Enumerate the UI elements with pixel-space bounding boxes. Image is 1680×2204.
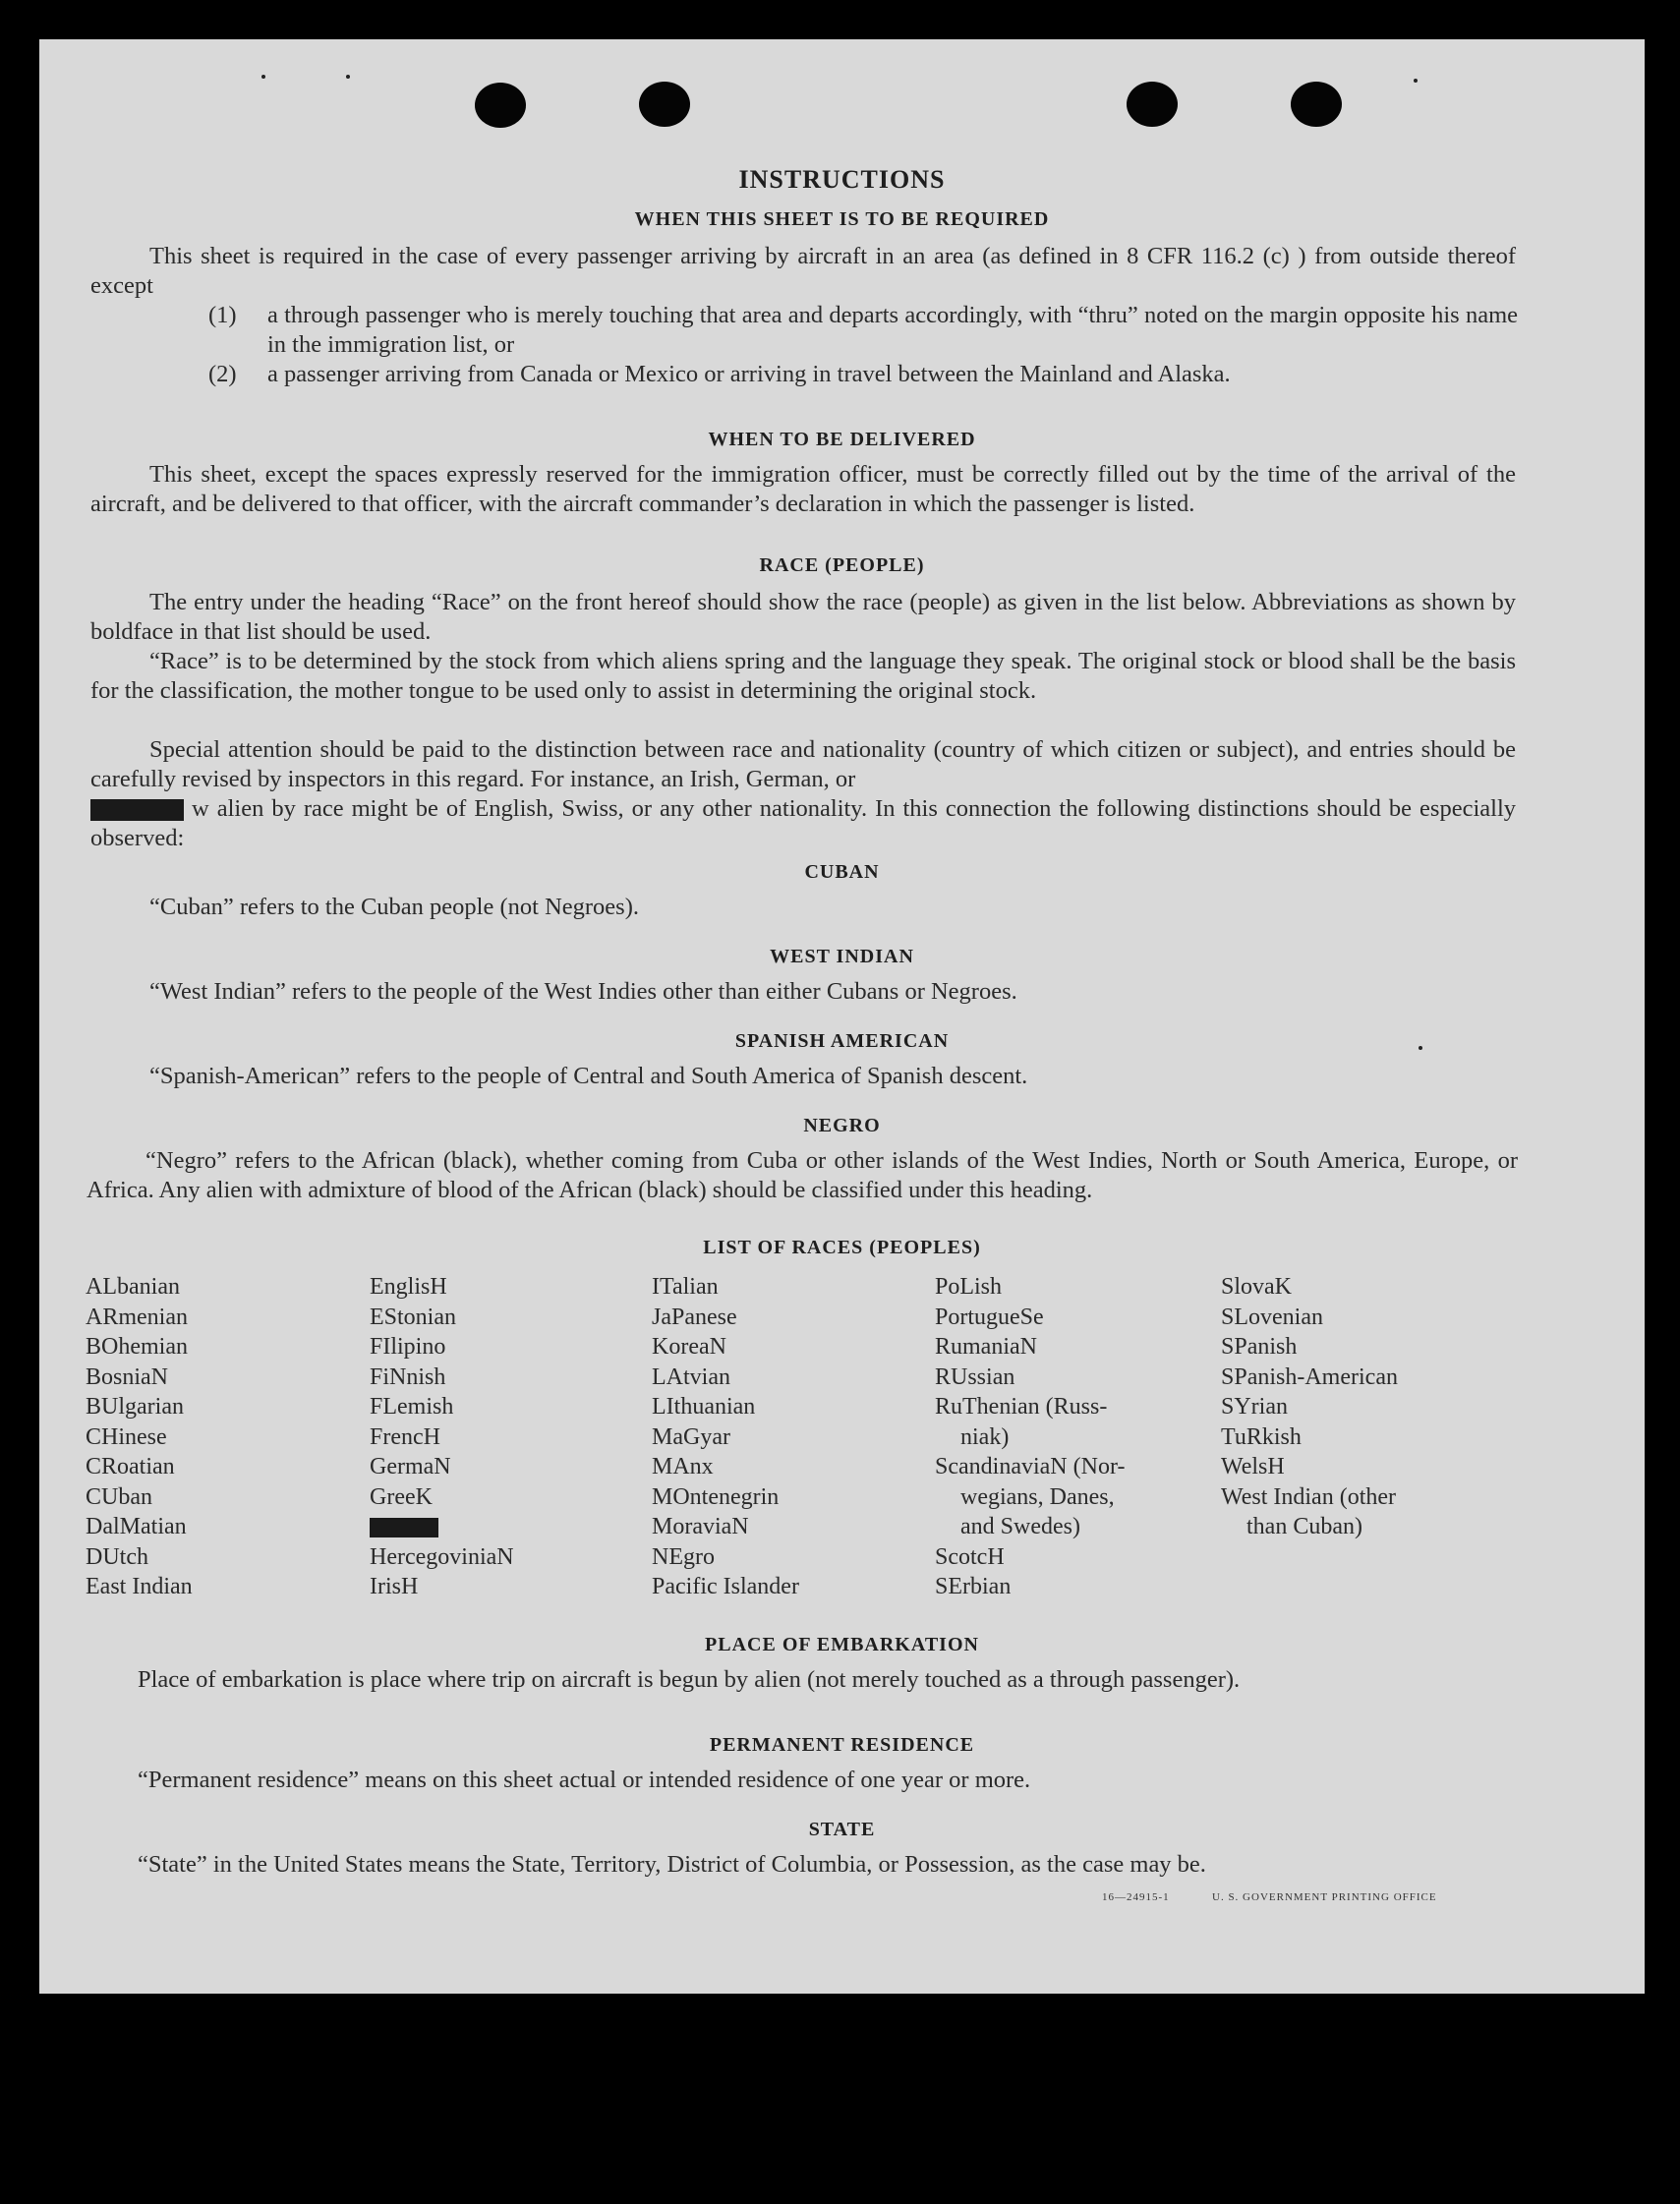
punch-hole: [639, 82, 690, 127]
race-item: West Indian (other: [1221, 1483, 1397, 1510]
race-paragraph-1: The entry under the heading “Race” on the front hereof should show the race (people) as given in the list below. Abbreviations as shown by boldface in that list should be used.: [90, 589, 1516, 645]
required-intro: This sheet is required in the case of every passenger arriving by aircraft in an area (as defined in 8 CFR 116.2 (c) ) from outside thereof except: [90, 243, 1516, 299]
race-item: SPanish-American: [1221, 1363, 1398, 1390]
race-item: JaPanese: [652, 1304, 737, 1330]
race-item: FiNnish: [370, 1363, 446, 1390]
race-item: ScandinaviaN (Nor-: [935, 1454, 1126, 1479]
punch-hole: [1127, 82, 1178, 127]
race-column-4: [935, 1272, 1125, 1602]
race-item: Pacific Islander: [652, 1574, 799, 1599]
race-item: CRoatian: [86, 1454, 175, 1479]
race-item: MoraviaN: [652, 1514, 749, 1539]
race-item: LAtvian: [652, 1363, 730, 1390]
race-item: SlovaK: [1221, 1274, 1292, 1300]
race-paragraph-3-cont: [90, 794, 1516, 853]
speck: [261, 75, 265, 79]
race-item: GreeK: [370, 1483, 433, 1510]
race-item: EStonian: [370, 1304, 456, 1330]
race-item: MaGyar: [652, 1423, 730, 1450]
race-item: wegians, Danes,: [960, 1483, 1115, 1510]
form-number: 16—24915-1: [1102, 1891, 1170, 1903]
race-item-redacted: [370, 1512, 514, 1542]
race-item: niak): [960, 1423, 1010, 1450]
heading-west-indian: WEST INDIAN: [770, 946, 914, 967]
heading-list-of-races: LIST OF RACES (PEOPLES): [703, 1237, 981, 1258]
race-paragraph-3: Special attention should be paid to the distinction between race and nationality (country of which citizen or subject), and entries should be carefully revised by inspectors in this regard. For instance, an Irish, German, or: [90, 736, 1516, 792]
race-item: RUssian: [935, 1363, 1015, 1390]
race-item: RumaniaN: [935, 1334, 1037, 1360]
race-item: CHinese: [86, 1423, 167, 1450]
item-1-text: a through passenger who is merely touching that area and departs accordingly, with “thru” noted on the margin opposite his name in the immigration list, or: [267, 302, 1518, 358]
punch-hole: [1291, 82, 1342, 127]
race-item: IrisH: [370, 1574, 419, 1599]
speck: [346, 75, 350, 79]
embarkation-text: Place of embarkation is place where trip on aircraft is begun by alien (not merely touched as a through passenger).: [138, 1666, 1241, 1693]
race-item: GermaN: [370, 1454, 451, 1479]
race-item: SErbian: [935, 1574, 1012, 1599]
negro-text: “Negro” refers to the African (black), whether coming from Cuba or other islands of the West Indies, North or South America, Europe, or Africa. Any alien with admixture of blood of the African (black) should be classified under this heading.: [87, 1147, 1518, 1203]
heading-when-required: WHEN THIS SHEET IS TO BE REQUIRED: [634, 208, 1050, 230]
heading-race: RACE (PEOPLE): [759, 554, 925, 576]
race-item: PortugueSe: [935, 1304, 1044, 1330]
heading-cuban: CUBAN: [804, 861, 880, 883]
race-item: MOntenegrin: [652, 1483, 780, 1510]
race-item: PoLish: [935, 1274, 1003, 1300]
state-text: “State” in the United States means the State, Territory, District of Columbia, or Possession, as the case may be.: [138, 1851, 1206, 1878]
heading-negro: NEGRO: [803, 1115, 881, 1136]
race-item: CUban: [86, 1483, 152, 1510]
race-item: LIthuanian: [652, 1394, 756, 1420]
redaction-mark: [90, 799, 184, 821]
race-item: FIlipino: [370, 1334, 446, 1360]
residence-text: “Permanent residence” means on this sheet actual or intended residence of one year or more.: [138, 1767, 1031, 1793]
race-item: RuThenian (Russ-: [935, 1394, 1108, 1420]
punch-hole: [475, 83, 526, 128]
race-item: MAnx: [652, 1454, 714, 1479]
page-title: INSTRUCTIONS: [738, 165, 946, 194]
race-item: FrencH: [370, 1423, 440, 1450]
cuban-text: “Cuban” refers to the Cuban people (not Negroes).: [149, 894, 639, 920]
printer-imprint: U. S. GOVERNMENT PRINTING OFFICE: [1212, 1891, 1437, 1903]
race-item: DalMatian: [86, 1514, 187, 1539]
race-paragraph-3-text: w alien by race might be of English, Swiss, or any other nationality. In this connection the following distinctions should be especially observed:: [90, 795, 1517, 851]
item-2-text: a passenger arriving from Canada or Mexico or arriving in travel between the Mainland and Alaska.: [267, 361, 1231, 387]
race-item: than Cuban): [1246, 1514, 1362, 1539]
race-item: SLovenian: [1221, 1304, 1323, 1330]
heading-state: STATE: [808, 1819, 876, 1840]
race-item: ScotcH: [935, 1543, 1005, 1570]
race-item: FLemish: [370, 1394, 454, 1420]
race-column-2: [370, 1272, 514, 1602]
race-item: SYrian: [1221, 1394, 1288, 1420]
delivered-text: This sheet, except the spaces expressly reserved for the immigration officer, must be correctly filled out by the time of the arrival of the aircraft, and be delivered to that officer, with the aircraft commander’s declaration in which the passenger is listed.: [90, 461, 1516, 517]
document-page: [39, 39, 1645, 1994]
race-item: BOhemian: [86, 1334, 188, 1360]
heading-spanish-american: SPANISH AMERICAN: [734, 1030, 950, 1052]
race-paragraph-2: “Race” is to be determined by the stock from which aliens spring and the language they speak. The original stock or blood shall be the basis for the classification, the mother tongue to be used only to assist in determining the original stock.: [90, 648, 1516, 704]
spanish-american-text: “Spanish-American” refers to the people of Central and South America of Spanish descent.: [149, 1063, 1028, 1089]
race-item: WelsH: [1221, 1454, 1285, 1479]
race-item: KoreaN: [652, 1334, 726, 1360]
redaction-mark: [370, 1518, 438, 1537]
item-1-number: (1): [208, 302, 237, 328]
heading-permanent-residence: PERMANENT RESIDENCE: [709, 1734, 975, 1756]
race-item: EnglisH: [370, 1274, 447, 1300]
race-item: HercegoviniaN: [370, 1543, 514, 1570]
race-item: BosniaN: [86, 1363, 168, 1390]
race-item: ITalian: [652, 1274, 719, 1300]
race-item: TuRkish: [1221, 1423, 1302, 1450]
race-item: DUtch: [86, 1543, 148, 1570]
race-column-1: [86, 1272, 193, 1602]
race-column-5: [1221, 1272, 1398, 1542]
race-item: BUlgarian: [86, 1394, 184, 1420]
race-item: NEgro: [652, 1543, 715, 1570]
speck: [1414, 79, 1418, 83]
race-item: ALbanian: [86, 1274, 180, 1300]
race-item: East Indian: [86, 1574, 193, 1599]
heading-embarkation: PLACE OF EMBARKATION: [705, 1634, 979, 1655]
race-item: and Swedes): [960, 1514, 1080, 1539]
west-indian-text: “West Indian” refers to the people of the West Indies other than either Cubans or Negroes.: [149, 978, 1017, 1005]
race-column-3: [652, 1272, 799, 1602]
race-item: SPanish: [1221, 1334, 1298, 1360]
race-item: ARmenian: [86, 1304, 188, 1330]
heading-when-delivered: WHEN TO BE DELIVERED: [708, 429, 976, 450]
item-2-number: (2): [208, 361, 237, 387]
